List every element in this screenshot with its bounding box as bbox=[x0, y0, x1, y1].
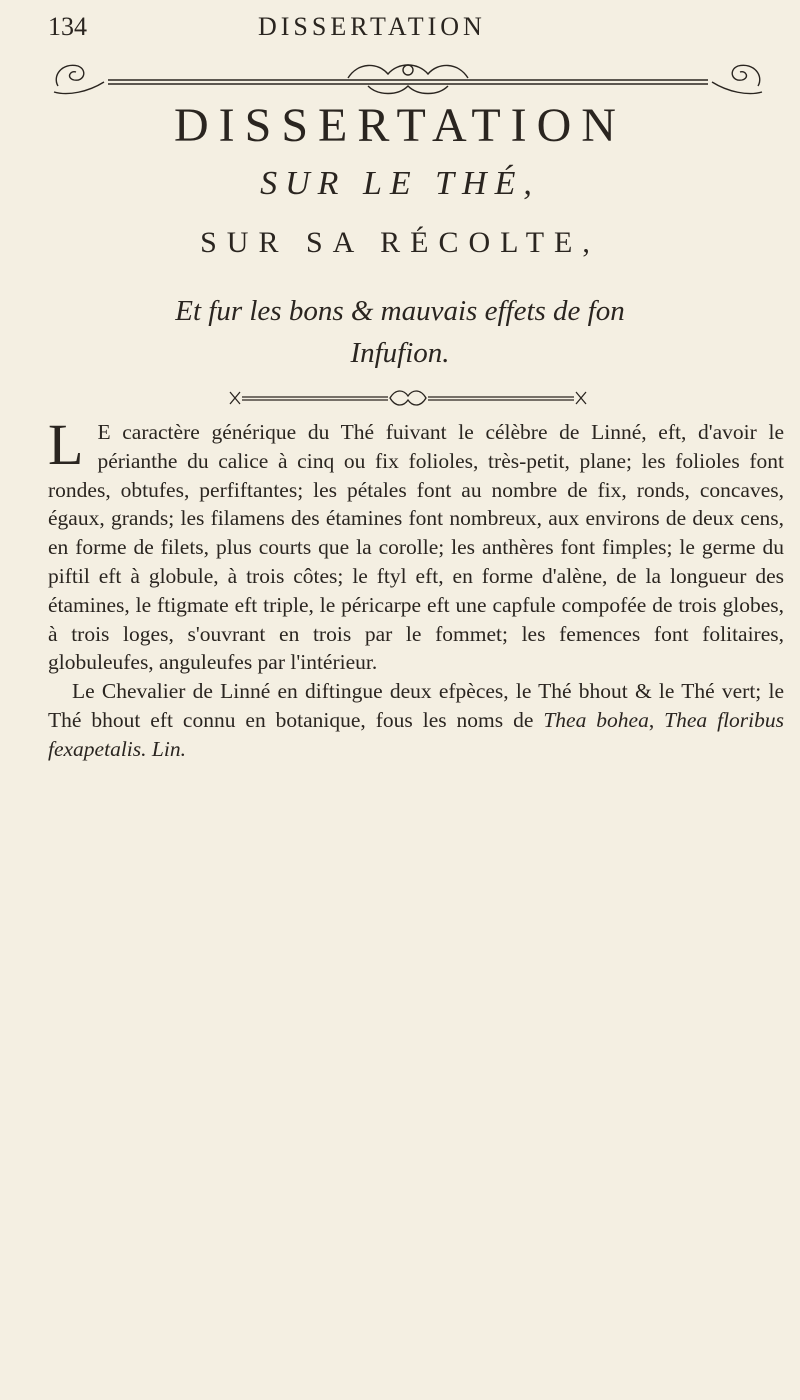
title-line-sur-le-the: SUR LE THÉ, bbox=[260, 165, 540, 202]
paragraph-especes-text: Le Chevalier de Linné en diftingue deux efpèces, le Thé bhout & le Thé vert; le Thé bhout eft connu en botanique, fous les noms de bbox=[48, 679, 784, 732]
section-divider-ornament bbox=[228, 386, 588, 410]
title-line-effets-b: Infufion. bbox=[350, 337, 450, 369]
running-head: DISSERTATION bbox=[258, 12, 486, 41]
page-number: 134 bbox=[48, 12, 87, 41]
drop-cap: L bbox=[48, 412, 84, 477]
paragraph-genre-text: E caractère générique du Thé fuivant le célèbre de Linné, eft, d'avoir le périanthe du calice à cinq ou fix folioles, très-petit, plane; les folioles font rondes, obtufes, perfiftantes; les pétales font au nombre de fix, ronds, concaves, égaux, grands; les filamens des étamines font nombreux, aux environs de deux cens, en forme de filets, plus courts que la corolle; les anthères font fimples; le germe du piftil eft à globule, à trois côtes; le ftyl eft, en forme d'alène, de la longueur des étamines, le ftigmate eft triple, le péricarpe eft une capfule compofée de trois globes, à trois loges, s'ouvrant en trois par le fommet; les femences font folitaires, globuleufes, anguleufes par l'intérieur. bbox=[48, 420, 784, 675]
body-text bbox=[48, 412, 785, 764]
title-line-recolte: SUR SA RÉCOLTE, bbox=[200, 226, 600, 259]
title-line-effets bbox=[0, 290, 800, 374]
title-line-effets-a: Et fur les bons & mauvais effets de fon bbox=[175, 295, 625, 327]
latin-separator: , bbox=[648, 707, 665, 732]
paragraph-genre bbox=[48, 412, 784, 677]
latin-name-thea-bohea: Thea bohea bbox=[543, 707, 649, 732]
latin-name-thea-floribus: Thea floribus fexapetalis. Lin. bbox=[48, 707, 785, 761]
dissertation-title: DISSERTATION bbox=[174, 99, 626, 152]
header-ornament bbox=[48, 56, 768, 100]
page-header bbox=[48, 12, 760, 52]
paragraph-especes bbox=[48, 677, 784, 763]
